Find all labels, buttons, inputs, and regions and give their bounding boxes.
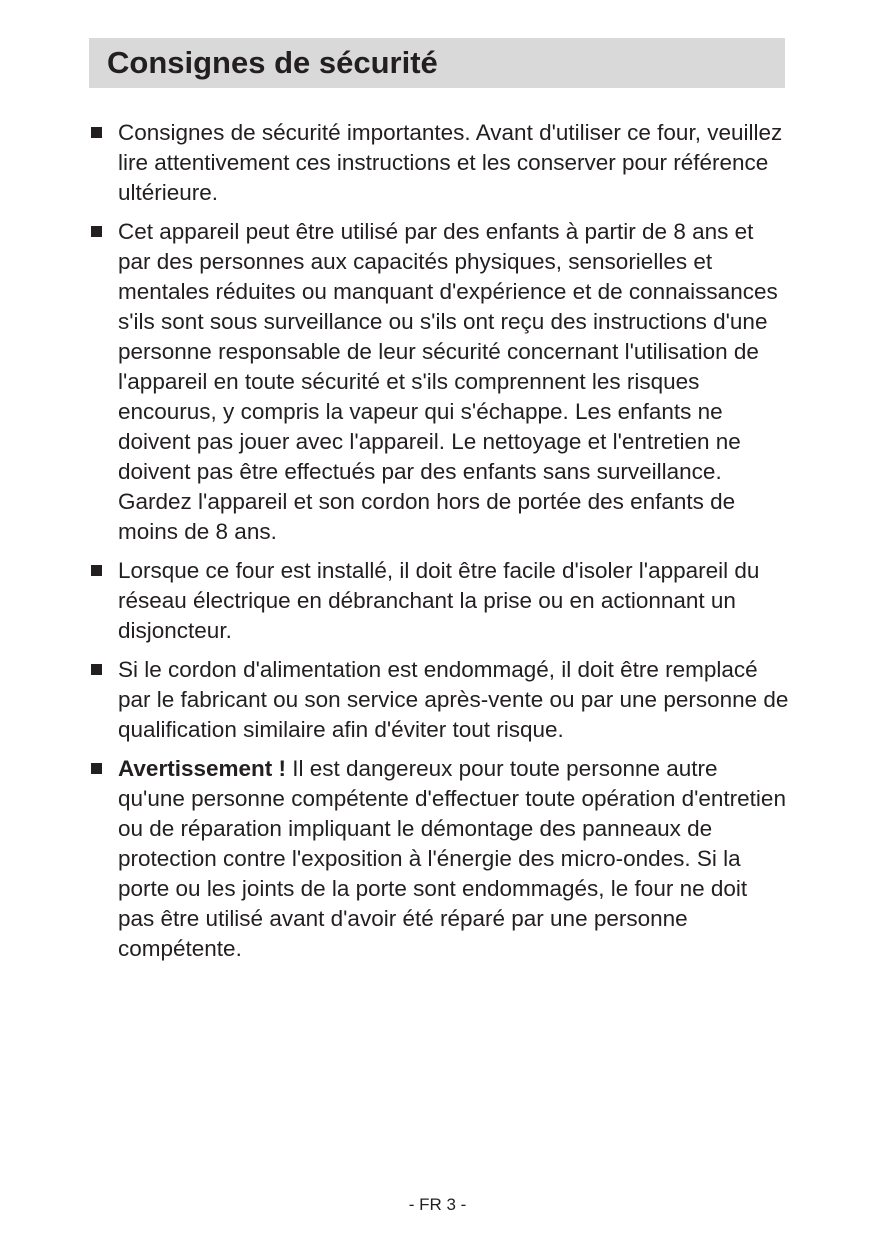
square-bullet-icon — [91, 565, 102, 576]
item-text: Si le cordon d'alimentation est endommagé, il doit être remplacé par le fabricant ou son service après-vente ou par une personne de qualification similaire afin d'éviter tout risque. — [118, 657, 789, 742]
warning-label: Avertissement ! — [118, 756, 286, 781]
section-title-bar — [89, 38, 785, 88]
item-text: Lorsque ce four est installé, il doit être facile d'isoler l'appareil du réseau électrique en débranchant la prise ou en actionnant un disjoncteur. — [118, 558, 760, 643]
list-item — [89, 118, 789, 208]
item-text: Il est dangereux pour toute personne autre qu'une personne compétente d'effectuer toute opération d'entretien ou de réparation impliquant le démontage des panneaux de protection contre l'exposition à l'énergie des micro-ondes. Si la porte ou les joints de la porte sont endommagés, le four ne doit pas être utilisé avant d'avoir été réparé par une personne compétente. — [118, 756, 786, 961]
square-bullet-icon — [91, 127, 102, 138]
list-item-warning — [89, 754, 789, 964]
item-text: Consignes de sécurité importantes. Avant d'utiliser ce four, veuillez lire attentivement ces instructions et les conserver pour référence ultérieure. — [118, 120, 783, 205]
page-title: Consignes de sécurité — [107, 45, 438, 80]
safety-instructions-list — [89, 118, 789, 973]
square-bullet-icon — [91, 664, 102, 675]
item-text: Cet appareil peut être utilisé par des enfants à partir de 8 ans et par des personnes aux capacités physiques, sensorielles et mentales réduites ou manquant d'expérience et de connaissances s'ils sont sous surveillance ou s'ils ont reçu des instructions d'une personne responsable de leur sécurité concernant l'utilisation de l'appareil en toute sécurité et s'ils comprennent les risques encourus, y compris la vapeur qui s'échappe. Les enfants ne doivent pas jouer avec l'appareil. Le nettoyage et l'entretien ne doivent pas être effectués par des enfants sans surveillance. Gardez l'appareil et son cordon hors de portée des enfants de moins de 8 ans. — [118, 219, 778, 544]
list-item — [89, 556, 789, 646]
page-number: - FR 3 - — [408, 1195, 467, 1214]
list-item — [89, 655, 789, 745]
list-item — [89, 217, 789, 547]
square-bullet-icon — [91, 763, 102, 774]
square-bullet-icon — [91, 226, 102, 237]
